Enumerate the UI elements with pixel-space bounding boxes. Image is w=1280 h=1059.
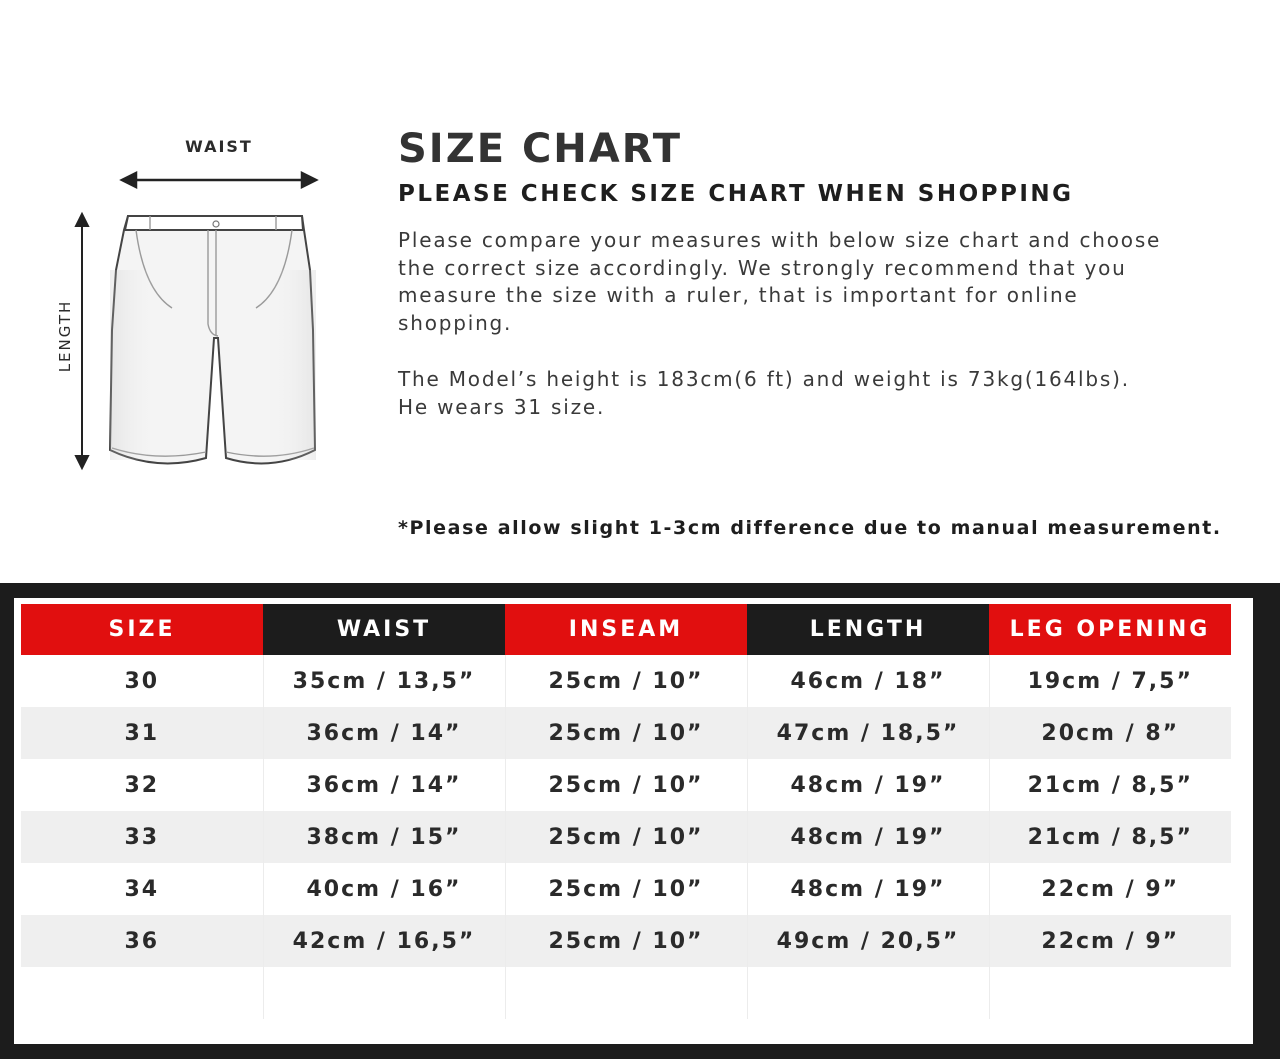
model-info-line: He wears 31 size. bbox=[398, 395, 606, 419]
length-arrow-icon bbox=[76, 214, 88, 468]
table-cell: 21cm / 8,5” bbox=[989, 759, 1231, 811]
table-cell: 36cm / 14” bbox=[263, 759, 505, 811]
table-cell-empty bbox=[21, 967, 263, 1019]
table-cell-empty bbox=[747, 967, 989, 1019]
table-row bbox=[21, 655, 1231, 707]
size-table bbox=[21, 604, 1231, 1019]
table-cell: 21cm / 8,5” bbox=[989, 811, 1231, 863]
table-cell: 47cm / 18,5” bbox=[747, 707, 989, 759]
shorts-icon bbox=[40, 130, 340, 490]
description-line: Please compare your measures with below size chart and choose bbox=[398, 228, 1162, 252]
table-cell: 34 bbox=[21, 863, 263, 915]
table-cell: 25cm / 10” bbox=[505, 759, 747, 811]
size-table-frame bbox=[0, 583, 1280, 1059]
table-cell-empty bbox=[263, 967, 505, 1019]
table-cell: 33 bbox=[21, 811, 263, 863]
table-cell: 25cm / 10” bbox=[505, 863, 747, 915]
table-cell: 36cm / 14” bbox=[263, 707, 505, 759]
header-waist: WAIST bbox=[263, 604, 505, 655]
header-leg-opening: LEG OPENING bbox=[989, 604, 1231, 655]
table-cell: 40cm / 16” bbox=[263, 863, 505, 915]
description-line: shopping. bbox=[398, 310, 513, 335]
table-cell-empty bbox=[989, 967, 1231, 1019]
table-cell: 48cm / 19” bbox=[747, 811, 989, 863]
table-cell: 35cm / 13,5” bbox=[263, 655, 505, 707]
table-cell: 22cm / 9” bbox=[989, 915, 1231, 967]
description-line: measure the size with a ruler, that is important for online bbox=[398, 283, 1079, 307]
table-cell: 22cm / 9” bbox=[989, 863, 1231, 915]
table-cell: 31 bbox=[21, 707, 263, 759]
table-cell: 49cm / 20,5” bbox=[747, 915, 989, 967]
table-cell: 25cm / 10” bbox=[505, 655, 747, 707]
table-row-empty bbox=[21, 967, 1231, 1019]
page-subtitle: PLEASE CHECK SIZE CHART WHEN SHOPPING bbox=[398, 181, 1074, 207]
header-inseam: INSEAM bbox=[505, 604, 747, 655]
measurement-note: *Please allow slight 1-3cm difference due to manual measurement. bbox=[398, 517, 1222, 539]
table-cell: 48cm / 19” bbox=[747, 863, 989, 915]
description-line: the correct size accordingly. We strongly recommend that you bbox=[398, 255, 1127, 280]
header-size: SIZE bbox=[21, 604, 263, 655]
table-cell: 25cm / 10” bbox=[505, 915, 747, 967]
model-info-line: The Model’s height is 183cm(6 ft) and weight is 73kg(164lbs). bbox=[398, 367, 1130, 391]
table-cell: 20cm / 8” bbox=[989, 707, 1231, 759]
model-info bbox=[398, 365, 1268, 421]
table-cell-empty bbox=[505, 967, 747, 1019]
table-row bbox=[21, 707, 1231, 759]
table-row bbox=[21, 915, 1231, 967]
table-cell: 30 bbox=[21, 655, 263, 707]
table-cell: 25cm / 10” bbox=[505, 707, 747, 759]
table-cell: 38cm / 15” bbox=[263, 811, 505, 863]
table-cell: 25cm / 10” bbox=[505, 811, 747, 863]
table-cell: 19cm / 7,5” bbox=[989, 655, 1231, 707]
table-row bbox=[21, 759, 1231, 811]
waist-arrow-icon bbox=[122, 173, 316, 187]
table-cell: 36 bbox=[21, 915, 263, 967]
shorts-diagram bbox=[40, 130, 340, 490]
header-length: LENGTH bbox=[747, 604, 989, 655]
table-cell: 48cm / 19” bbox=[747, 759, 989, 811]
page-title: SIZE CHART bbox=[398, 126, 683, 172]
table-cell: 32 bbox=[21, 759, 263, 811]
table-header-row bbox=[21, 604, 1231, 655]
table-row bbox=[21, 811, 1231, 863]
table-cell: 42cm / 16,5” bbox=[263, 915, 505, 967]
waist-label: WAIST bbox=[185, 137, 253, 156]
length-label: LENGTH bbox=[56, 299, 74, 373]
table-cell: 46cm / 18” bbox=[747, 655, 989, 707]
table-row bbox=[21, 863, 1231, 915]
description-text bbox=[398, 227, 1268, 337]
